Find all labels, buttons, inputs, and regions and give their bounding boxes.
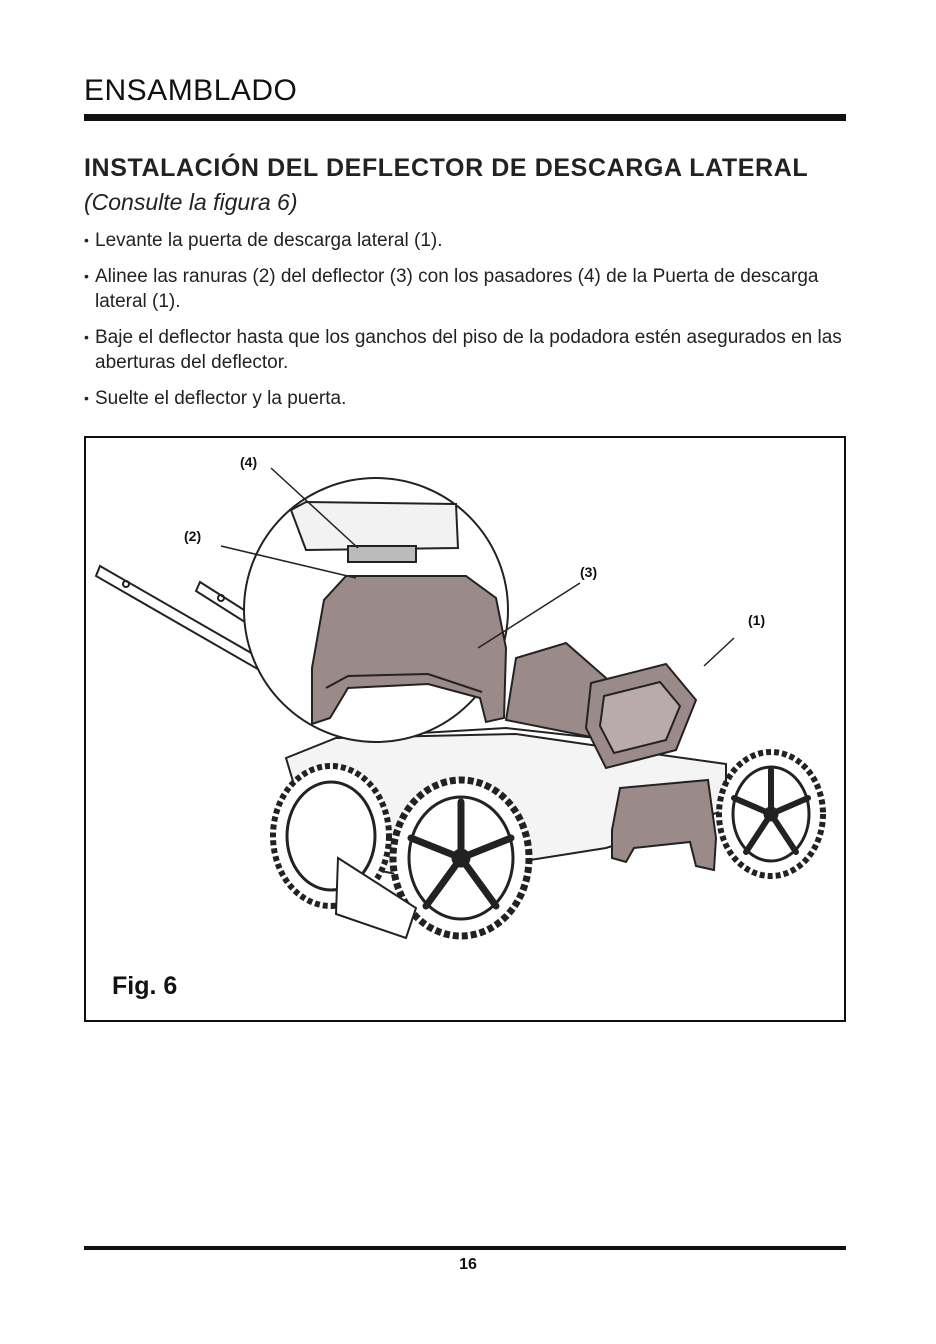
callout-slot: (2) <box>184 528 202 544</box>
bottom-rule <box>84 1246 846 1250</box>
callout-deflector: (3) <box>580 564 598 580</box>
top-rule <box>84 114 846 121</box>
step-item: • Levante la puerta de descarga lateral (1). <box>84 228 849 253</box>
figure-reference: (Consulte la figura 6) <box>84 189 298 215</box>
step-item: • Alinee las ranuras (2) del deflector (3) con los pasadores (4) de la Puerta de descarga lateral (1). <box>84 264 849 314</box>
callout-discharge-door: (1) <box>748 612 766 628</box>
instruction-heading: INSTALACIÓN DEL DEFLECTOR DE DESCARGA LATERAL <box>84 154 809 182</box>
section-title: ENSAMBLADO <box>84 74 298 107</box>
step-item: • Baje el deflector hasta que los ganchos del piso de la podadora estén asegurados en las aberturas del deflector. <box>84 325 849 375</box>
figure-label: Fig. 6 <box>112 972 178 1000</box>
page-number: 16 <box>459 1256 477 1273</box>
instruction-steps <box>84 228 849 422</box>
callout-pin: (4) <box>240 454 258 470</box>
lawn-mower-illustration <box>86 438 844 1020</box>
step-item: • Suelte el deflector y la puerta. <box>84 386 849 411</box>
figure-6 <box>84 436 846 1022</box>
